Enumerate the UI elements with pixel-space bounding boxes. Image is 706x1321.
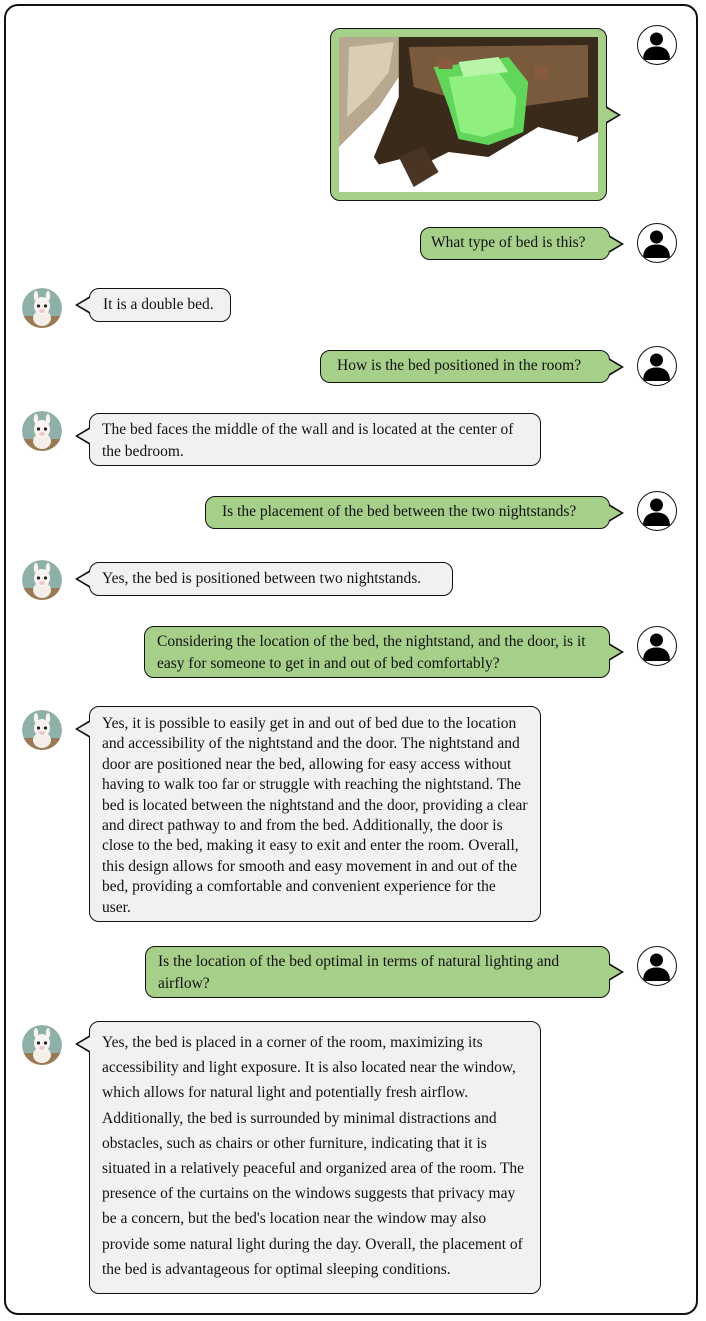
user-silhouette-icon	[638, 947, 675, 984]
message-text: The bed faces the middle of the wall and is located at the center of the bedroom.	[102, 421, 514, 460]
user-silhouette-icon	[638, 347, 675, 384]
assistant-message-bubble[interactable]	[89, 288, 231, 322]
message-text: Is the location of the bed optimal in terms of natural lighting and airflow?	[158, 953, 560, 992]
message-text: It is a double bed.	[103, 296, 214, 313]
message-text: What type of bed is this?	[431, 234, 586, 251]
message-text: Yes, the bed is positioned between two nightstands.	[102, 570, 422, 587]
assistant-avatar	[22, 288, 62, 328]
assistant-avatar	[22, 710, 62, 750]
user-message-bubble[interactable]	[145, 946, 610, 998]
assistant-avatar	[22, 560, 62, 600]
assistant-message-bubble[interactable]	[89, 562, 453, 596]
llama-avatar-icon	[22, 710, 62, 750]
user-avatar	[637, 626, 677, 666]
llama-avatar-icon	[22, 1025, 62, 1065]
assistant-message-bubble[interactable]	[89, 1021, 541, 1294]
assistant-message-bubble[interactable]	[89, 706, 541, 922]
message-text: Considering the location of the bed, the nightstand, and the door, is it easy for someone to get in and out of bed comfortably?	[157, 633, 586, 672]
user-message-bubble[interactable]	[420, 227, 610, 260]
user-avatar	[637, 346, 677, 386]
llama-avatar-icon	[22, 411, 62, 451]
user-silhouette-icon	[638, 26, 675, 63]
user-avatar	[637, 223, 677, 263]
user-silhouette-icon	[638, 492, 675, 529]
user-avatar	[637, 491, 677, 531]
llama-avatar-icon	[22, 288, 62, 328]
message-text: Yes, it is possible to easily get in and out of bed due to the location and accessibility of the nightstand and the door. The nightstand and door are positioned near the bed, allowing for easy access without having to walk too far or struggle with reaching the nightstand. The bed is located between the nightstand and the door, providing a clear and direct pathway to and from the bed. Additionally, the door is close to the bed, making it easy to exit and enter the room. Overall, this design allows for smooth and easy movement in and out of the bed, providing a comfortable and convenient experience for the user.	[102, 715, 528, 916]
room-scan-image	[339, 37, 598, 192]
assistant-avatar	[22, 1025, 62, 1065]
user-silhouette-icon	[638, 627, 675, 664]
user-avatar	[637, 25, 677, 65]
message-text: Yes, the bed is placed in a corner of the room, maximizing its accessibility and light exposure. It is also located near the window, which allows for natural light and potentially fresh airflow. Additionally, the bed is surrounded by minimal distractions and obstacles, such as chairs or other furniture, indicating that it is situated in a relatively peaceful and organized area of the room. The presence of the curtains on the windows suggests that privacy may be a concern, but the bed's location near the window may also provide some natural light during the day. Overall, the placement of the bed is advantageous for optimal sleeping conditions.	[102, 1034, 525, 1278]
user-message-bubble[interactable]	[205, 496, 610, 529]
llama-avatar-icon	[22, 560, 62, 600]
user-message-bubble[interactable]	[144, 626, 610, 678]
assistant-message-bubble[interactable]	[89, 413, 541, 466]
image-message-bubble[interactable]	[330, 28, 607, 201]
assistant-avatar	[22, 411, 62, 451]
user-message-bubble[interactable]	[320, 350, 610, 383]
message-text: Is the placement of the bed between the two nightstands?	[222, 503, 577, 520]
message-text: How is the bed positioned in the room?	[337, 357, 582, 374]
user-avatar	[637, 946, 677, 986]
user-silhouette-icon	[638, 224, 675, 261]
